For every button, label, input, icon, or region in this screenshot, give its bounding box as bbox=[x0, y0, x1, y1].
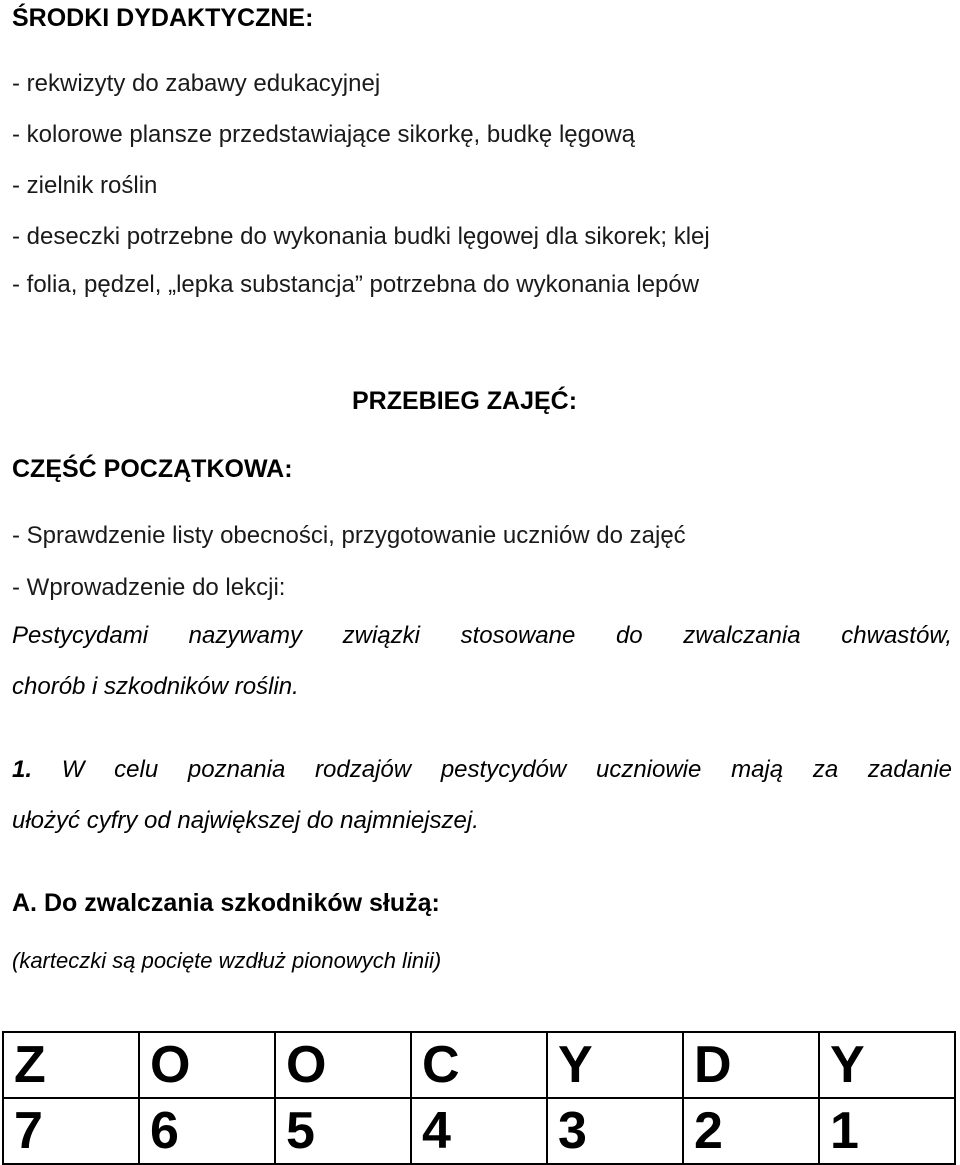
card-number: 5 bbox=[275, 1098, 411, 1164]
step-introduction: - Wprowadzenie do lekcji: bbox=[12, 574, 286, 601]
part-a-heading: A. Do zwalczania szkodników służą: bbox=[12, 889, 440, 917]
materials-item: - folia, pędzel, „lepka substancja” potrzebna do wykonania lepów bbox=[12, 271, 700, 298]
letters-row bbox=[3, 1032, 955, 1098]
definition-line: Pestycydami nazywamy związki stosowane do zwalczania chwastów, bbox=[12, 622, 952, 649]
task-line bbox=[12, 756, 952, 784]
intro-heading: CZĘŚĆ POCZĄTKOWA: bbox=[12, 455, 293, 483]
card-number: 4 bbox=[411, 1098, 547, 1164]
cutting-note: (karteczki są pocięte wzdłuż pionowych linii) bbox=[12, 948, 442, 973]
letter-number-cards bbox=[2, 1031, 956, 1165]
card-letter: Y bbox=[819, 1032, 955, 1098]
card-letter: O bbox=[139, 1032, 275, 1098]
materials-item: - zielnik roślin bbox=[12, 172, 158, 199]
definition-line: chorób i szkodników roślin. bbox=[12, 673, 299, 700]
card-number: 6 bbox=[139, 1098, 275, 1164]
card-number: 3 bbox=[547, 1098, 683, 1164]
materials-item: - kolorowe plansze przedstawiające sikorkę, budkę lęgową bbox=[12, 121, 635, 148]
step-attendance: - Sprawdzenie listy obecności, przygotowanie uczniów do zajęć bbox=[12, 522, 686, 549]
materials-item: - rekwizyty do zabawy edukacyjnej bbox=[12, 70, 381, 97]
card-letter: O bbox=[275, 1032, 411, 1098]
lesson-heading: PRZEBIEG ZAJĘĆ: bbox=[352, 387, 578, 415]
numbers-row bbox=[3, 1098, 955, 1164]
card-number: 1 bbox=[819, 1098, 955, 1164]
card-letter: Z bbox=[3, 1032, 139, 1098]
materials-item: - deseczki potrzebne do wykonania budki lęgowej dla sikorek; klej bbox=[12, 223, 710, 250]
card-number: 2 bbox=[683, 1098, 819, 1164]
card-letter: C bbox=[411, 1032, 547, 1098]
card-letter: Y bbox=[547, 1032, 683, 1098]
task-line: ułożyć cyfry od największej do najmniejszej. bbox=[12, 807, 479, 834]
task-number: 1. bbox=[12, 756, 33, 783]
task-text: W celu poznania rodzajów pestycydów uczniowie mają za zadanie bbox=[32, 756, 952, 783]
card-letter: D bbox=[683, 1032, 819, 1098]
materials-heading: ŚRODKI DYDAKTYCZNE: bbox=[12, 4, 314, 32]
card-number: 7 bbox=[3, 1098, 139, 1164]
